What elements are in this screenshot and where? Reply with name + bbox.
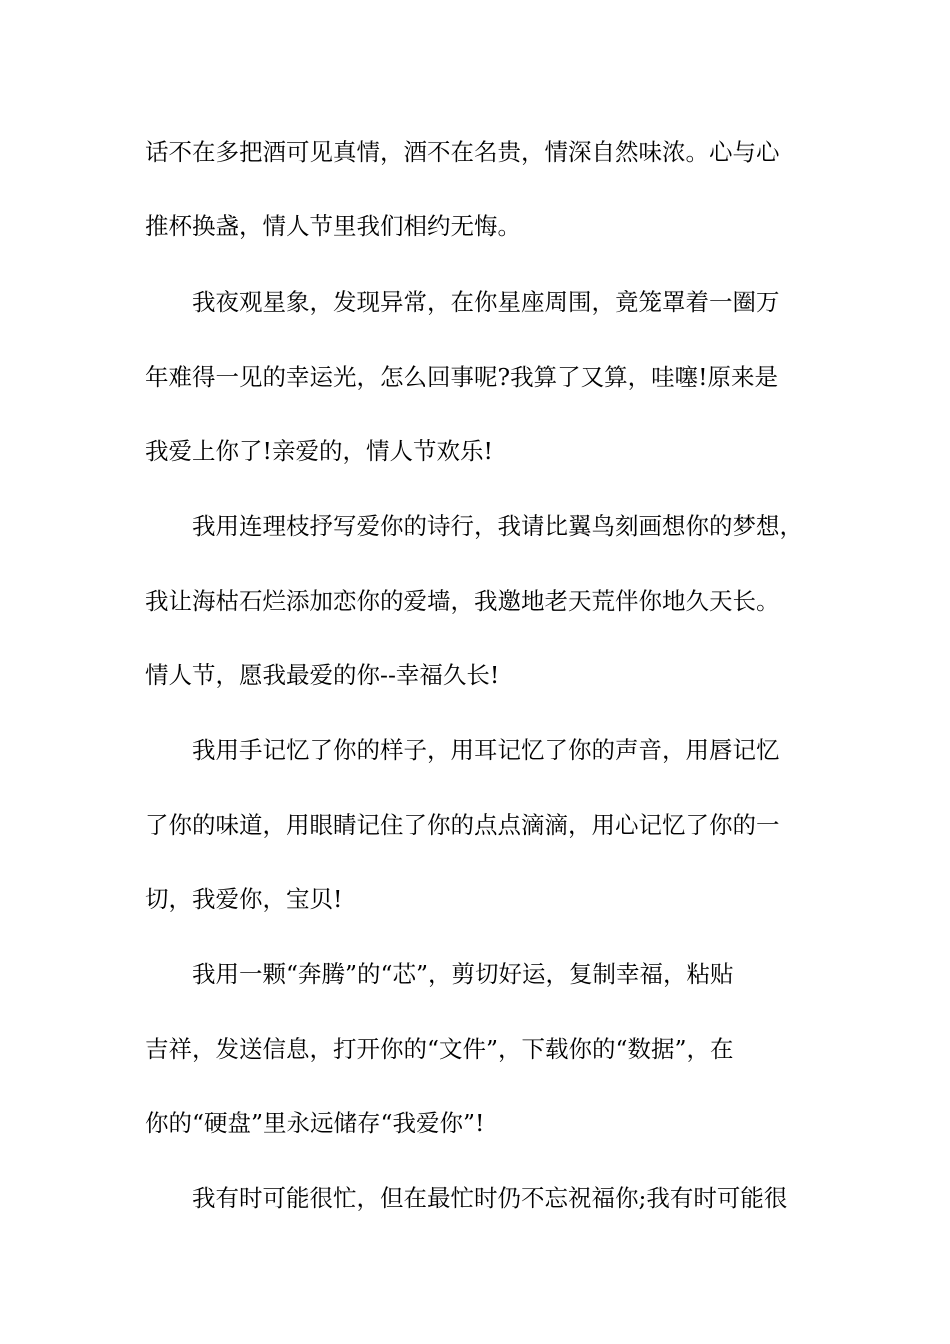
text-line: 我让海枯石烂添加恋你的爱墙，我邀地老天荒伴你地久天长。 xyxy=(145,587,780,615)
text-line: 话不在多把酒可见真情，酒不在名贵，情深自然味浓。心与心 xyxy=(145,138,780,166)
text-line: 情人节，愿我最爱的你--幸福久长! xyxy=(145,661,500,689)
text-line: 你的“硬盘”里永远储存“我爱你”! xyxy=(145,1109,485,1137)
paragraph-start-line: 我有时可能很忙，但在最忙时仍不忘祝福你;我有时可能很 xyxy=(192,1184,788,1212)
paragraph-start-line: 我用一颗“奔腾”的“芯”，剪切好运，复制幸福，粘贴 xyxy=(192,960,734,988)
text-line: 推杯换盏，情人节里我们相约无悔。 xyxy=(145,212,521,240)
text-line: 吉祥，发送信息，打开你的“文件”，下载你的“数据”，在 xyxy=(145,1035,734,1063)
text-line: 了你的味道，用眼睛记住了你的点点滴滴，用心记忆了你的一 xyxy=(145,811,780,839)
text-line: 年难得一见的幸运光，怎么回事呢?我算了又算，哇噻!原来是 xyxy=(145,363,779,391)
paragraph-start-line: 我用手记忆了你的样子，用耳记忆了你的声音，用唇记忆 xyxy=(192,736,780,764)
paragraph-start-line: 我夜观星象，发现异常，在你星座周围，竟笼罩着一圈万 xyxy=(192,288,780,316)
text-line: 我爱上你了!亲爱的，情人节欢乐! xyxy=(145,437,493,465)
text-line: 切，我爱你，宝贝! xyxy=(145,885,343,913)
paragraph-start-line: 我用连理枝抒写爱你的诗行，我请比翼鸟刻画想你的梦想， xyxy=(192,512,803,540)
